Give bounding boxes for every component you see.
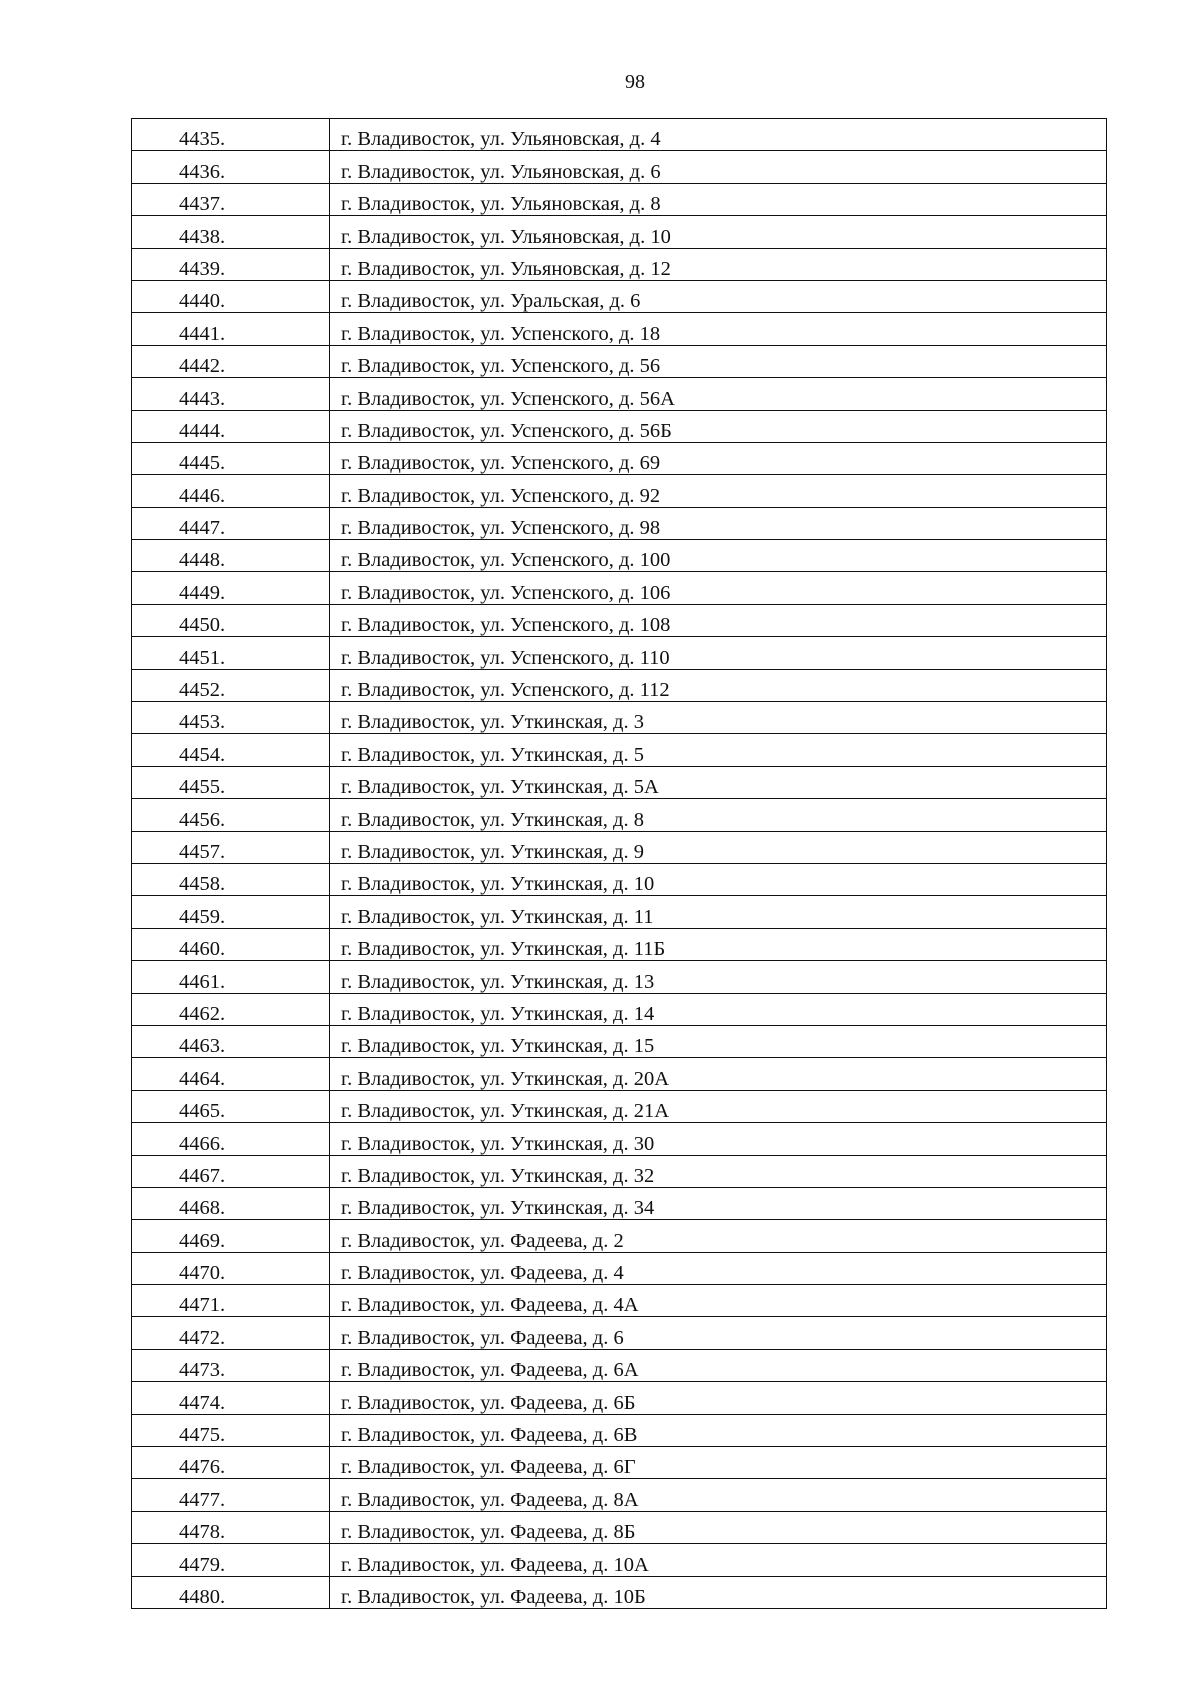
table-row xyxy=(132,896,1107,928)
table-row xyxy=(132,280,1107,312)
table-row xyxy=(132,1090,1107,1122)
row-number: 4473. xyxy=(132,1349,330,1381)
row-number: 4469. xyxy=(132,1220,330,1252)
row-address: г. Владивосток, ул. Фадеева, д. 6 xyxy=(330,1317,1107,1349)
row-number: 4447. xyxy=(132,507,330,539)
row-address: г. Владивосток, ул. Успенского, д. 110 xyxy=(330,637,1107,669)
row-number: 4476. xyxy=(132,1447,330,1479)
table-row xyxy=(132,1252,1107,1284)
table-row xyxy=(132,1123,1107,1155)
row-number: 4436. xyxy=(132,151,330,183)
row-number: 4459. xyxy=(132,896,330,928)
row-address: г. Владивосток, ул. Фадеева, д. 6В xyxy=(330,1414,1107,1446)
row-address: г. Владивосток, ул. Успенского, д. 92 xyxy=(330,475,1107,507)
table-row xyxy=(132,507,1107,539)
row-address: г. Владивосток, ул. Уральская, д. 6 xyxy=(330,280,1107,312)
row-number: 4458. xyxy=(132,863,330,895)
table-row xyxy=(132,766,1107,798)
table-row xyxy=(132,313,1107,345)
row-number: 4480. xyxy=(132,1576,330,1608)
row-number: 4455. xyxy=(132,766,330,798)
table-row xyxy=(132,378,1107,410)
table-row xyxy=(132,928,1107,960)
row-address: г. Владивосток, ул. Фадеева, д. 4 xyxy=(330,1252,1107,1284)
table-row xyxy=(132,410,1107,442)
row-number: 4463. xyxy=(132,1025,330,1057)
row-number: 4449. xyxy=(132,572,330,604)
table-row xyxy=(132,831,1107,863)
row-number: 4472. xyxy=(132,1317,330,1349)
row-number: 4477. xyxy=(132,1479,330,1511)
row-address: г. Владивосток, ул. Уткинская, д. 10 xyxy=(330,863,1107,895)
row-address: г. Владивосток, ул. Фадеева, д. 8А xyxy=(330,1479,1107,1511)
table-row xyxy=(132,540,1107,572)
row-address: г. Владивосток, ул. Уткинская, д. 11 xyxy=(330,896,1107,928)
table-row xyxy=(132,216,1107,248)
row-number: 4446. xyxy=(132,475,330,507)
table-row xyxy=(132,1187,1107,1219)
table-row xyxy=(132,475,1107,507)
row-number: 4464. xyxy=(132,1058,330,1090)
row-address: г. Владивосток, ул. Уткинская, д. 34 xyxy=(330,1187,1107,1219)
row-number: 4439. xyxy=(132,248,330,280)
table-row xyxy=(132,248,1107,280)
address-table-body xyxy=(132,119,1107,1609)
row-address: г. Владивосток, ул. Уткинская, д. 14 xyxy=(330,993,1107,1025)
table-row xyxy=(132,345,1107,377)
table-row xyxy=(132,572,1107,604)
row-address: г. Владивосток, ул. Уткинская, д. 3 xyxy=(330,702,1107,734)
table-row xyxy=(132,669,1107,701)
table-row xyxy=(132,1025,1107,1057)
table-row xyxy=(132,961,1107,993)
row-number: 4438. xyxy=(132,216,330,248)
row-address: г. Владивосток, ул. Ульяновская, д. 12 xyxy=(330,248,1107,280)
row-address: г. Владивосток, ул. Уткинская, д. 15 xyxy=(330,1025,1107,1057)
row-address: г. Владивосток, ул. Ульяновская, д. 10 xyxy=(330,216,1107,248)
row-number: 4468. xyxy=(132,1187,330,1219)
row-address: г. Владивосток, ул. Уткинская, д. 32 xyxy=(330,1155,1107,1187)
row-address: г. Владивосток, ул. Успенского, д. 56Б xyxy=(330,410,1107,442)
table-row xyxy=(132,702,1107,734)
row-number: 4474. xyxy=(132,1382,330,1414)
row-number: 4462. xyxy=(132,993,330,1025)
table-row xyxy=(132,151,1107,183)
row-address: г. Владивосток, ул. Успенского, д. 69 xyxy=(330,442,1107,474)
row-number: 4453. xyxy=(132,702,330,734)
row-address: г. Владивосток, ул. Уткинская, д. 21А xyxy=(330,1090,1107,1122)
row-address: г. Владивосток, ул. Фадеева, д. 6Г xyxy=(330,1447,1107,1479)
table-row xyxy=(132,734,1107,766)
row-number: 4454. xyxy=(132,734,330,766)
row-address: г. Владивосток, ул. Успенского, д. 112 xyxy=(330,669,1107,701)
table-row xyxy=(132,993,1107,1025)
table-row xyxy=(132,1317,1107,1349)
row-address: г. Владивосток, ул. Фадеева, д. 4А xyxy=(330,1285,1107,1317)
row-address: г. Владивосток, ул. Фадеева, д. 10Б xyxy=(330,1576,1107,1608)
page-number: 98 xyxy=(625,71,645,93)
row-address: г. Владивосток, ул. Ульяновская, д. 8 xyxy=(330,183,1107,215)
row-number: 4443. xyxy=(132,378,330,410)
table-row xyxy=(132,1576,1107,1608)
row-number: 4467. xyxy=(132,1155,330,1187)
row-address: г. Владивосток, ул. Уткинская, д. 11Б xyxy=(330,928,1107,960)
row-number: 4460. xyxy=(132,928,330,960)
row-number: 4475. xyxy=(132,1414,330,1446)
row-number: 4445. xyxy=(132,442,330,474)
row-number: 4457. xyxy=(132,831,330,863)
row-number: 4479. xyxy=(132,1544,330,1576)
row-address: г. Владивосток, ул. Уткинская, д. 8 xyxy=(330,799,1107,831)
row-number: 4448. xyxy=(132,540,330,572)
table-row xyxy=(132,1285,1107,1317)
row-address: г. Владивосток, ул. Фадеева, д. 10А xyxy=(330,1544,1107,1576)
table-row xyxy=(132,1349,1107,1381)
address-table xyxy=(131,118,1107,1609)
row-address: г. Владивосток, ул. Успенского, д. 18 xyxy=(330,313,1107,345)
row-number: 4442. xyxy=(132,345,330,377)
table-row xyxy=(132,1220,1107,1252)
table-row xyxy=(132,183,1107,215)
row-number: 4466. xyxy=(132,1123,330,1155)
row-number: 4435. xyxy=(132,119,330,151)
row-address: г. Владивосток, ул. Успенского, д. 56А xyxy=(330,378,1107,410)
row-number: 4461. xyxy=(132,961,330,993)
table-row xyxy=(132,1155,1107,1187)
table-row xyxy=(132,1479,1107,1511)
row-address: г. Владивосток, ул. Успенского, д. 98 xyxy=(330,507,1107,539)
table-row xyxy=(132,799,1107,831)
row-number: 4478. xyxy=(132,1511,330,1543)
row-address: г. Владивосток, ул. Уткинская, д. 13 xyxy=(330,961,1107,993)
row-number: 4451. xyxy=(132,637,330,669)
table-row xyxy=(132,863,1107,895)
row-number: 4471. xyxy=(132,1285,330,1317)
row-number: 4441. xyxy=(132,313,330,345)
table-row xyxy=(132,1382,1107,1414)
row-number: 4444. xyxy=(132,410,330,442)
row-number: 4465. xyxy=(132,1090,330,1122)
row-address: г. Владивосток, ул. Успенского, д. 56 xyxy=(330,345,1107,377)
row-number: 4452. xyxy=(132,669,330,701)
row-number: 4450. xyxy=(132,604,330,636)
row-address: г. Владивосток, ул. Успенского, д. 100 xyxy=(330,540,1107,572)
row-address: г. Владивосток, ул. Уткинская, д. 5 xyxy=(330,734,1107,766)
row-number: 4437. xyxy=(132,183,330,215)
table-row xyxy=(132,637,1107,669)
row-number: 4440. xyxy=(132,280,330,312)
row-address: г. Владивосток, ул. Уткинская, д. 30 xyxy=(330,1123,1107,1155)
table-row xyxy=(132,604,1107,636)
row-number: 4470. xyxy=(132,1252,330,1284)
table-row xyxy=(132,1544,1107,1576)
row-address: г. Владивосток, ул. Успенского, д. 108 xyxy=(330,604,1107,636)
table-row xyxy=(132,1414,1107,1446)
table-row xyxy=(132,442,1107,474)
row-address: г. Владивосток, ул. Уткинская, д. 5А xyxy=(330,766,1107,798)
table-row xyxy=(132,119,1107,151)
row-address: г. Владивосток, ул. Фадеева, д. 6Б xyxy=(330,1382,1107,1414)
table-row xyxy=(132,1447,1107,1479)
row-address: г. Владивосток, ул. Фадеева, д. 2 xyxy=(330,1220,1107,1252)
row-address: г. Владивосток, ул. Фадеева, д. 8Б xyxy=(330,1511,1107,1543)
row-address: г. Владивосток, ул. Фадеева, д. 6А xyxy=(330,1349,1107,1381)
table-row xyxy=(132,1058,1107,1090)
row-address: г. Владивосток, ул. Ульяновская, д. 4 xyxy=(330,119,1107,151)
row-address: г. Владивосток, ул. Успенского, д. 106 xyxy=(330,572,1107,604)
row-number: 4456. xyxy=(132,799,330,831)
table-row xyxy=(132,1511,1107,1543)
row-address: г. Владивосток, ул. Уткинская, д. 20А xyxy=(330,1058,1107,1090)
row-address: г. Владивосток, ул. Ульяновская, д. 6 xyxy=(330,151,1107,183)
row-address: г. Владивосток, ул. Уткинская, д. 9 xyxy=(330,831,1107,863)
